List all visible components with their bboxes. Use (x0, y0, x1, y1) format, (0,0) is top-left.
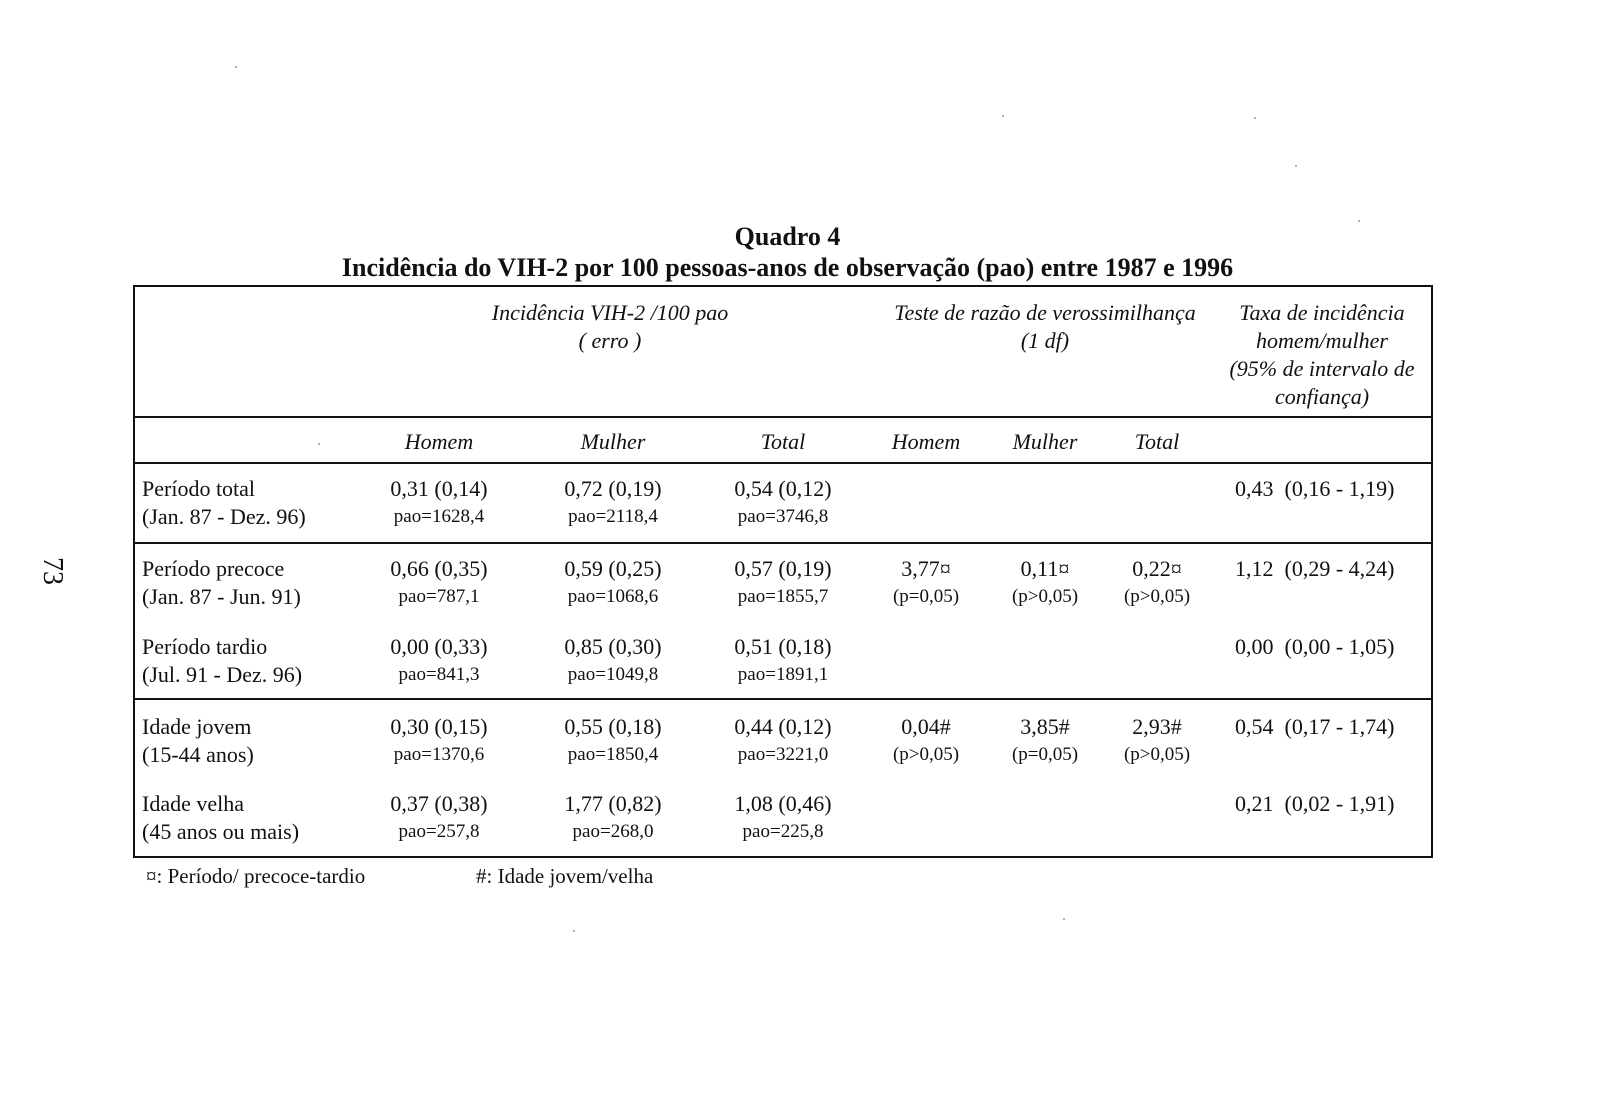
subheader-total: Total (760, 429, 806, 454)
cell-value: 0,04# (901, 714, 951, 739)
cell-detail: (p>0,05) (1123, 586, 1191, 607)
cell-detail: pao=3746,8 (737, 506, 829, 527)
cell-value: 2,93# (1132, 714, 1182, 739)
cell-value: 0,57 (0,19) (734, 556, 832, 581)
group-header-line: Incidência VIH-2 /100 pao (491, 300, 729, 325)
cell-label (142, 475, 357, 531)
section-divider (133, 698, 1433, 700)
cell-value: 0,51 (0,18) (734, 634, 832, 659)
cell-value: Período precoce (142, 556, 285, 581)
cell-value: 0,66 (0,35) (390, 556, 488, 581)
cell-total (703, 633, 863, 689)
cell-value: 0,85 (0,30) (564, 634, 662, 659)
group-header-line: (95% de intervalo de (1229, 356, 1415, 381)
cell-total (703, 475, 863, 531)
subheader-mulher: Mulher (580, 429, 646, 454)
cell-value: 0,11¤ (1020, 556, 1070, 581)
cell-label (142, 713, 357, 769)
group-header-line: homem/mulher (1256, 328, 1388, 353)
scan-speck (1295, 165, 1297, 167)
cell-mulher (533, 790, 693, 846)
incidence-group-header (470, 299, 750, 355)
subheader-test-total: Total (1134, 429, 1180, 454)
cell-test-mulher (985, 713, 1105, 769)
group-header-line: Teste de razão de verossimilhança (894, 300, 1196, 325)
cell-test-homem (866, 555, 986, 611)
cell-value: 0,00 (0,33) (390, 634, 488, 659)
cell-detail: pao=1068,6 (567, 586, 659, 607)
cell-ratio: 0,00 (0,00 - 1,05) (1235, 634, 1395, 659)
cell-detail: pao=1049,8 (567, 664, 659, 685)
cell-detail: pao=787,1 (398, 586, 480, 607)
ratio-group-header (1222, 299, 1422, 411)
cell-total (703, 555, 863, 611)
scan-speck (1063, 918, 1065, 920)
footnote-age: #: Idade jovem/velha (476, 864, 654, 888)
test-group-header (880, 299, 1210, 355)
group-header-line: ( erro ) (578, 328, 642, 353)
cell-value: 0,37 (0,38) (390, 791, 488, 816)
cell-ratio: 0,54 (0,17 - 1,74) (1235, 714, 1395, 739)
cell-label (142, 633, 357, 689)
group-header-line: Taxa de incidência (1239, 300, 1405, 325)
cell-detail: (15-44 anos) (142, 742, 254, 767)
cell-detail: pao=225,8 (742, 821, 824, 842)
scan-speck (1002, 115, 1004, 117)
cell-homem (359, 555, 519, 611)
cell-test-total (1097, 713, 1217, 769)
cell-detail: pao=1370,6 (393, 744, 485, 765)
cell-label (142, 555, 357, 611)
cell-value: Período tardio (142, 634, 268, 659)
cell-homem (359, 633, 519, 689)
cell-mulher (533, 475, 693, 531)
cell-mulher (533, 633, 693, 689)
cell-detail: (p=0,05) (892, 586, 960, 607)
cell-detail: (45 anos ou mais) (142, 819, 300, 844)
cell-homem (359, 713, 519, 769)
cell-value: 0,44 (0,12) (734, 714, 832, 739)
page-number: 73 (37, 557, 68, 585)
cell-homem (359, 475, 519, 531)
cell-mulher (533, 713, 693, 769)
header-divider (133, 416, 1433, 418)
cell-test-mulher (985, 555, 1105, 611)
cell-detail: pao=257,8 (398, 821, 480, 842)
table-title: Quadro 4 (734, 222, 841, 251)
cell-value: 0,22¤ (1132, 556, 1182, 581)
cell-detail: pao=3221,0 (737, 744, 829, 765)
cell-value: 0,54 (0,12) (734, 476, 832, 501)
footnote-period: ¤: Período/ precoce-tardio (146, 864, 366, 888)
cell-value: Idade velha (142, 791, 244, 816)
cell-label (142, 790, 357, 846)
cell-value: Período total (142, 476, 256, 501)
cell-detail: pao=268,0 (572, 821, 654, 842)
cell-detail: pao=1891,1 (737, 664, 829, 685)
scan-speck (573, 930, 575, 932)
cell-detail: pao=2118,4 (568, 506, 658, 527)
scan-speck (1254, 117, 1256, 119)
subheader-homem: Homem (404, 429, 474, 454)
cell-value: 0,31 (0,14) (390, 476, 488, 501)
cell-detail: (p>0,05) (1011, 586, 1079, 607)
subheader-divider (133, 462, 1433, 464)
group-header-line: confiança) (1274, 384, 1370, 409)
cell-ratio: 0,43 (0,16 - 1,19) (1235, 476, 1395, 501)
cell-test-homem (866, 713, 986, 769)
cell-value: 0,59 (0,25) (564, 556, 662, 581)
section-divider (133, 542, 1433, 544)
cell-value: 0,72 (0,19) (564, 476, 662, 501)
cell-detail: (Jul. 91 - Dez. 96) (142, 662, 303, 687)
group-header-line: (1 df) (1020, 328, 1070, 353)
cell-value: 0,30 (0,15) (390, 714, 488, 739)
cell-homem (359, 790, 519, 846)
cell-value: 1,77 (0,82) (564, 791, 662, 816)
cell-value: Idade jovem (142, 714, 252, 739)
subheader-test-mulher: Mulher (1012, 429, 1078, 454)
subheader-test-homem: Homem (891, 429, 961, 454)
cell-detail: pao=1628,4 (393, 506, 485, 527)
cell-detail: (p=0,05) (1011, 744, 1079, 765)
cell-value: 0,55 (0,18) (564, 714, 662, 739)
cell-detail: (Jan. 87 - Dez. 96) (142, 504, 306, 529)
cell-value: 3,85# (1020, 714, 1070, 739)
cell-detail: (Jan. 87 - Jun. 91) (142, 584, 301, 609)
cell-detail: (p>0,05) (1123, 744, 1191, 765)
cell-detail: pao=1855,7 (737, 586, 829, 607)
cell-mulher (533, 555, 693, 611)
cell-detail: pao=1850,4 (567, 744, 659, 765)
cell-detail: (p>0,05) (892, 744, 960, 765)
cell-total (703, 713, 863, 769)
cell-total (703, 790, 863, 846)
cell-value: 3,77¤ (901, 556, 951, 581)
cell-detail: pao=841,3 (398, 664, 480, 685)
cell-ratio: 1,12 (0,29 - 4,24) (1235, 556, 1395, 581)
cell-value: 1,08 (0,46) (734, 791, 832, 816)
cell-ratio: 0,21 (0,02 - 1,91) (1235, 791, 1395, 816)
scan-speck (235, 66, 237, 68)
table-subtitle: Incidência do VIH-2 por 100 pessoas-anos de observação (pao) entre 1987 e 1996 (341, 253, 1234, 282)
cell-test-total (1097, 555, 1217, 611)
